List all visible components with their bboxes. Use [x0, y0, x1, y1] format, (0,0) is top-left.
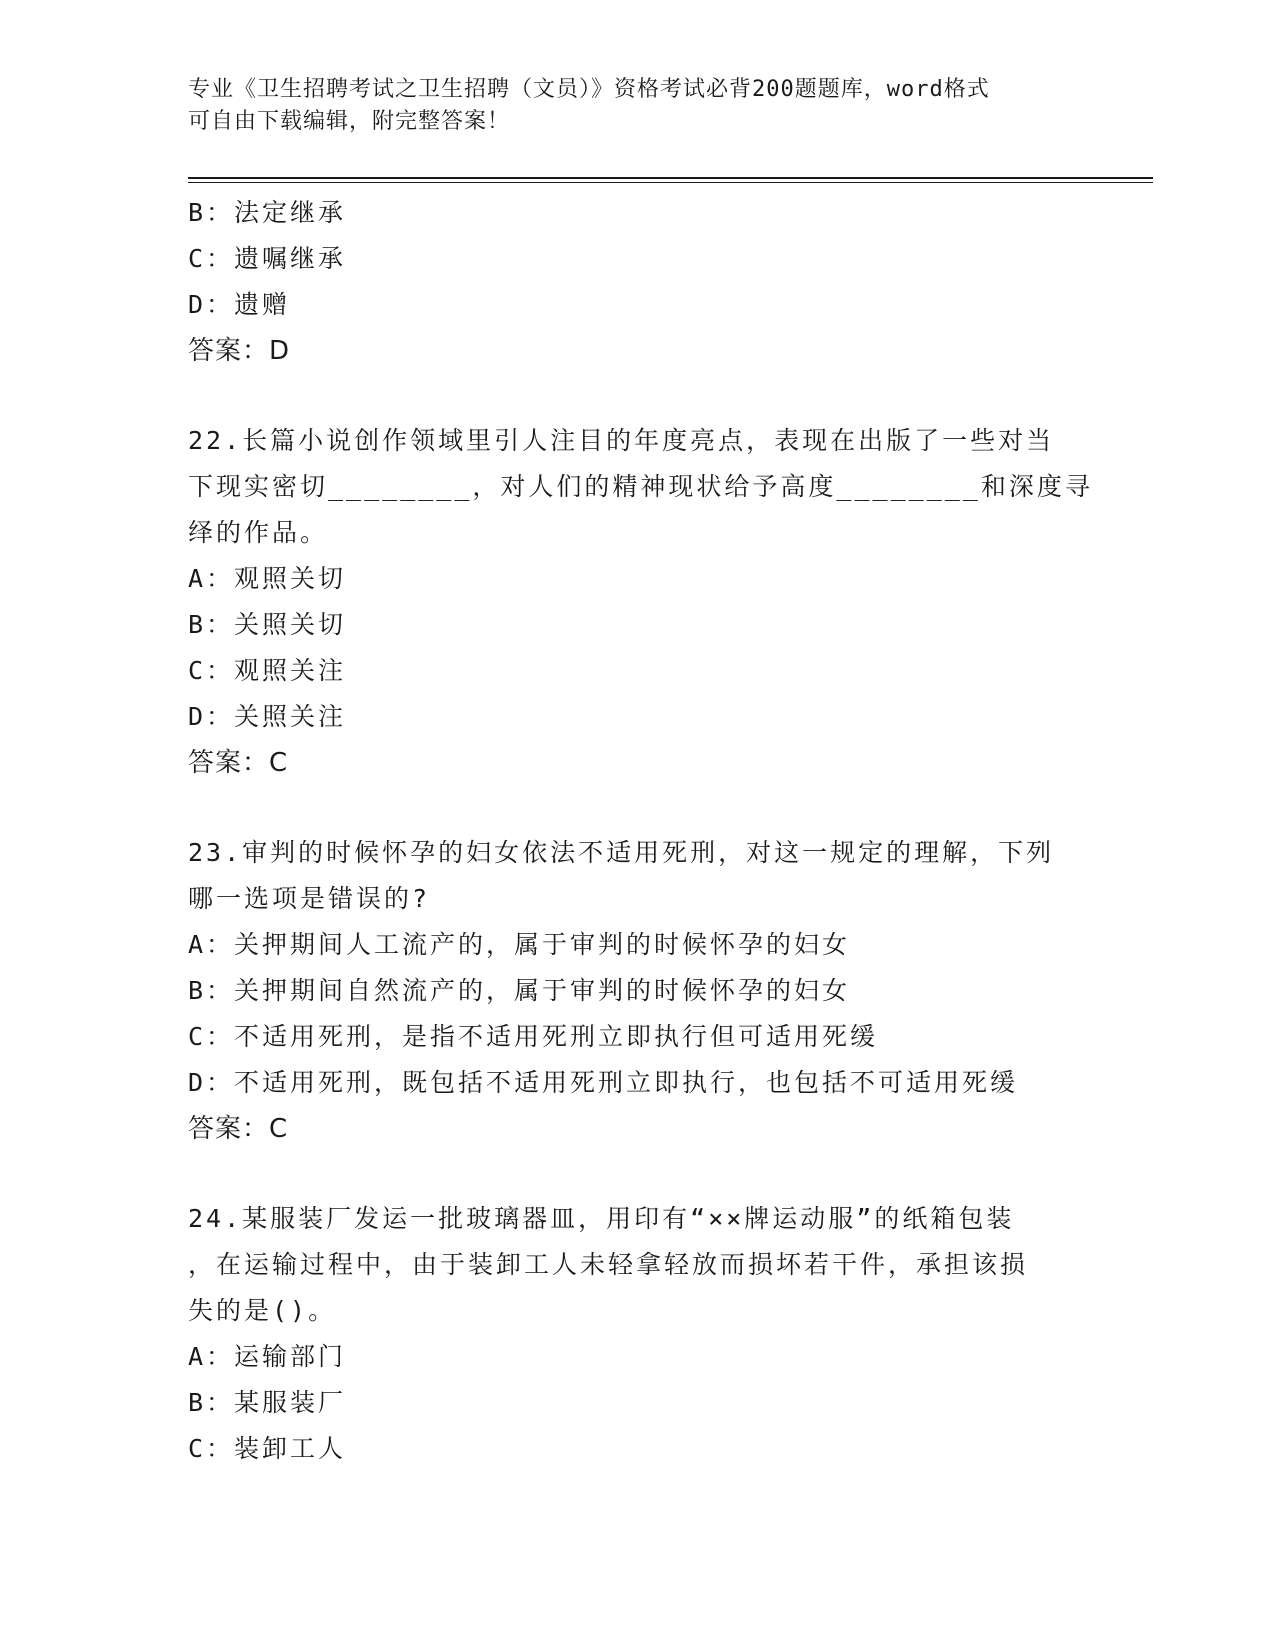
option-d: D：不适用死刑，既包括不适用死刑立即执行，也包括不可适用死缓: [188, 1068, 1019, 1097]
option-c: C：装卸工人: [188, 1434, 347, 1463]
option-b: B：法定继承: [188, 198, 347, 227]
question-list: [188, 190, 1093, 1472]
option-a: A：关押期间人工流产的，属于审判的时候怀孕的妇女: [188, 930, 851, 959]
answer-label: 答案：C: [188, 748, 289, 778]
option-b: B：关照关切: [188, 610, 347, 639]
document-header: [188, 74, 1088, 138]
option-c: C：遗嘱继承: [188, 244, 347, 273]
question-text-line: 下现实密切________，对人们的精神现状给予高度________和深度寻: [188, 472, 1093, 501]
answer-label: 答案：D: [188, 336, 291, 366]
option-b: B：关押期间自然流产的，属于审判的时候怀孕的妇女: [188, 976, 851, 1005]
question-21: [188, 190, 1088, 374]
question-text-line: 失的是()。: [188, 1296, 337, 1325]
question-text-line: 23.审判的时候怀孕的妇女依法不适用死刑，对这一规定的理解，下列: [188, 838, 1055, 867]
question-text-line: 绎的作品。: [188, 518, 329, 547]
question-text-line: ，在运输过程中，由于装卸工人未轻拿轻放而损坏若干件，承担该损: [188, 1250, 1029, 1279]
question-text-line: 哪一选项是错误的?: [188, 884, 431, 913]
answer-label: 答案：C: [188, 1114, 289, 1144]
option-c: C：观照关注: [188, 656, 347, 685]
question-24: [188, 1196, 1088, 1472]
option-a: A：观照关切: [188, 564, 347, 593]
header-line-2: 可自由下载编辑，附完整答案！: [188, 109, 511, 134]
option-d: D：遗赠: [188, 290, 291, 319]
question-text-line: 24.某服装厂发运一批玻璃器皿，用印有“××牌运动服”的纸箱包装: [188, 1204, 1015, 1233]
option-d: D：关照关注: [188, 702, 347, 731]
option-a: A：运输部门: [188, 1342, 347, 1371]
question-23: [188, 830, 1088, 1152]
header-line-1: 专业《卫生招聘考试之卫生招聘（文员）》资格考试必背200题题库，word格式: [188, 77, 990, 102]
question-22: [188, 418, 1093, 786]
option-b: B：某服装厂: [188, 1388, 347, 1417]
header-divider-thick: [188, 177, 1153, 179]
header-divider-thin: [188, 182, 1153, 183]
option-c: C：不适用死刑，是指不适用死刑立即执行但可适用死缓: [188, 1022, 879, 1051]
question-text-line: 22.长篇小说创作领域里引人注目的年度亮点，表现在出版了一些对当: [188, 426, 1055, 455]
